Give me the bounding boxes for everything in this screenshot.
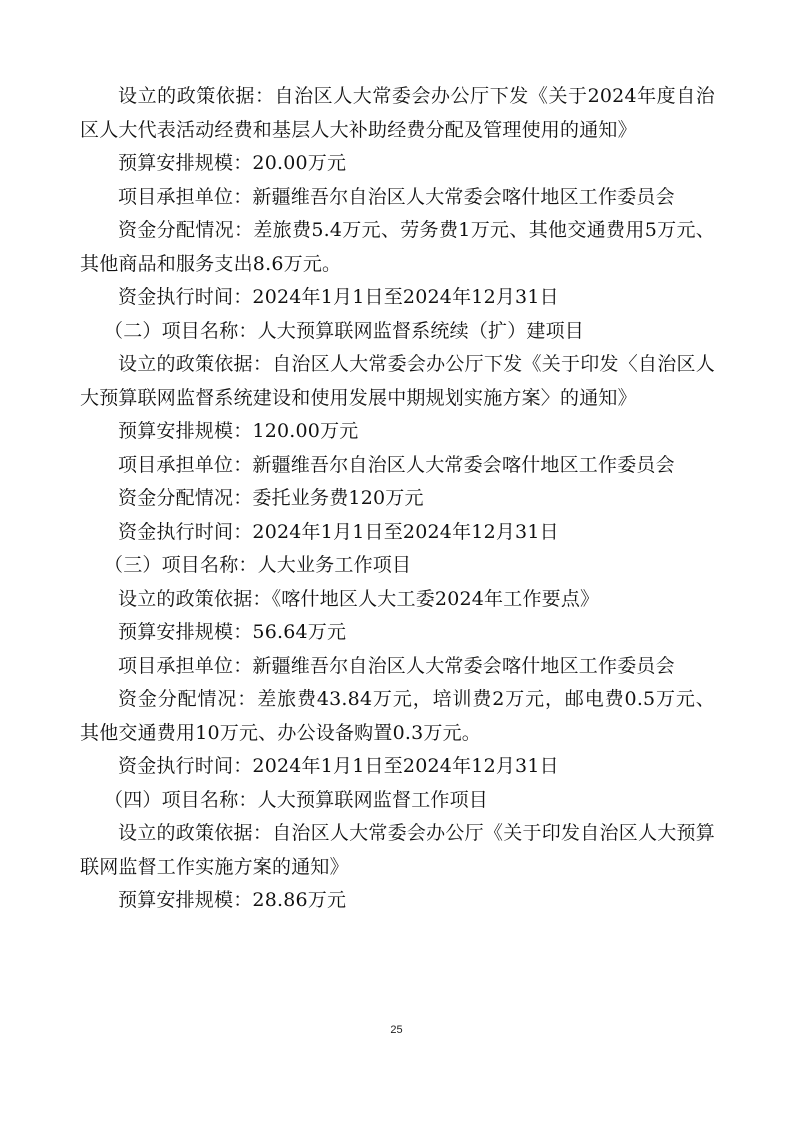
budget-scale-paragraph: 预算安排规模：28.86万元 xyxy=(118,889,347,911)
policy-basis-paragraph: 设立的政策依据：自治区人大常委会办公厅《关于印发自治区人大预算联网监督工作实施方案的通知》 xyxy=(80,822,715,878)
undertaking-unit-paragraph: 项目承担单位：新疆维吾尔自治区人大常委会喀什地区工作委员会 xyxy=(118,185,675,208)
undertaking-unit-paragraph: 项目承担单位：新疆维吾尔自治区人大常委会喀什地区工作委员会 xyxy=(118,453,675,476)
execution-time-paragraph: 资金执行时间：2024年1月1日至2024年12月31日 xyxy=(118,286,559,308)
fund-allocation-paragraph: 资金分配情况：差旅费5.4万元、劳务费1万元、其他交通费用5万元、其他商品和服务支出8.6万元。 xyxy=(80,219,715,275)
page-body xyxy=(80,80,715,918)
project-heading-3: （三）项目名称：人大业务工作项目 xyxy=(104,554,412,576)
policy-basis-paragraph: 设立的政策依据：自治区人大常委会办公厅下发《关于印发〈自治区人大预算联网监督系统建设和使用发展中期规划实施方案〉的通知》 xyxy=(80,353,715,409)
execution-time-paragraph: 资金执行时间：2024年1月1日至2024年12月31日 xyxy=(118,520,559,543)
fund-allocation-paragraph: 资金分配情况：差旅费43.84万元，培训费2万元，邮电费0.5万元、其他交通费用10万元、办公设备购置0.3万元。 xyxy=(80,688,715,744)
fund-allocation-paragraph: 资金分配情况：委托业务费120万元 xyxy=(118,487,424,509)
undertaking-unit-paragraph: 项目承担单位：新疆维吾尔自治区人大常委会喀什地区工作委员会 xyxy=(118,654,675,677)
page-number: 25 xyxy=(390,1024,403,1036)
execution-time-paragraph: 资金执行时间：2024年1月1日至2024年12月31日 xyxy=(118,755,559,777)
budget-scale-paragraph: 预算安排规模：20.00万元 xyxy=(118,152,347,174)
project-heading-2: （二）项目名称：人大预算联网监督系统续（扩）建项目 xyxy=(104,319,585,342)
budget-scale-paragraph: 预算安排规模：56.64万元 xyxy=(118,621,347,643)
policy-basis-paragraph: 设立的政策依据：《喀什地区人大工委2024年工作要点》 xyxy=(118,587,600,610)
budget-scale-paragraph: 预算安排规模：120.00万元 xyxy=(118,420,359,442)
policy-basis-paragraph: 设立的政策依据：自治区人大常委会办公厅下发《关于2024年度自治区人大代表活动经费和基层人大补助经费分配及管理使用的通知》 xyxy=(80,85,715,141)
project-heading-4: （四）项目名称：人大预算联网监督工作项目 xyxy=(104,788,489,811)
